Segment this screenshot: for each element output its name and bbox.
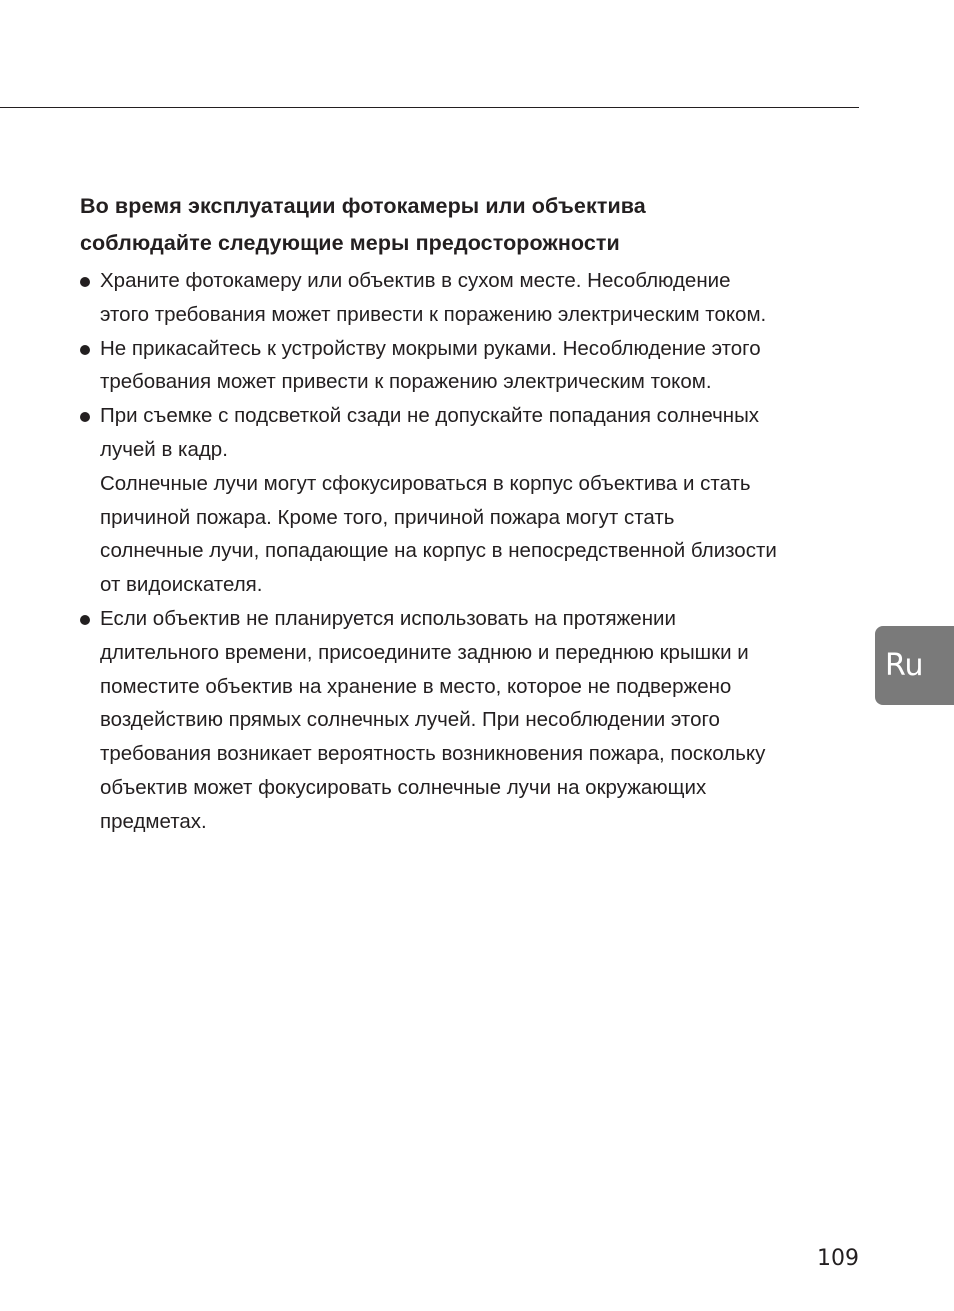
bullet-icon	[80, 412, 90, 422]
list-item-line: воздействию прямых солнечных лучей. При несоблюдении этого	[100, 708, 720, 732]
page-content	[80, 188, 870, 839]
list-item-line: поместите объектив на хранение в место, которое не подвержено	[100, 674, 732, 698]
list-item-line: При съемке с подсветкой сзади не допускайте попадания солнечных	[100, 404, 760, 428]
language-tab: Ru	[875, 626, 954, 705]
list-item-line: от видоискателя.	[100, 573, 263, 597]
list-item	[80, 602, 870, 839]
list-item-line: Не прикасайтесь к устройству мокрыми руками. Несоблюдение этого	[100, 336, 761, 360]
list-item-line: объектив может фокусировать солнечные лучи на окружающих	[100, 775, 707, 799]
list-item-line: этого требования может привести к поражению электрическим током.	[100, 302, 767, 326]
page-number: 109	[817, 1246, 859, 1271]
bullet-icon	[80, 345, 90, 355]
precautions-list	[80, 264, 870, 839]
list-item-line: причиной пожара. Кроме того, причиной пожара могут стать	[100, 505, 675, 529]
list-item-line: требования может привести к поражению электрическим током.	[100, 370, 712, 394]
bullet-icon	[80, 277, 90, 287]
section-heading-line-1: Во время эксплуатации фотокамеры или объектива	[80, 194, 646, 218]
header-divider	[0, 107, 859, 108]
list-item	[80, 264, 870, 332]
list-item-line: Солнечные лучи могут сфокусироваться в корпус объектива и стать	[100, 471, 751, 495]
section-heading	[80, 188, 870, 262]
list-item-line: требования возникает вероятность возникновения пожара, поскольку	[100, 742, 766, 766]
list-item-line: Если объектив не планируется использовать на протяжении	[100, 606, 676, 630]
list-item-line: Храните фотокамеру или объектив в сухом месте. Несоблюдение	[100, 269, 731, 292]
list-item-line: длительного времени, присоедините заднюю и переднюю крышки и	[100, 640, 749, 664]
list-item	[80, 399, 870, 602]
list-item-line: предметах.	[100, 809, 207, 833]
bullet-icon	[80, 615, 90, 625]
section-heading-line-2: соблюдайте следующие меры предосторожности	[80, 231, 620, 255]
list-item	[80, 332, 870, 400]
list-item-line: лучей в кадр.	[100, 437, 228, 461]
list-item-line: солнечные лучи, попадающие на корпус в непосредственной близости	[100, 539, 777, 563]
